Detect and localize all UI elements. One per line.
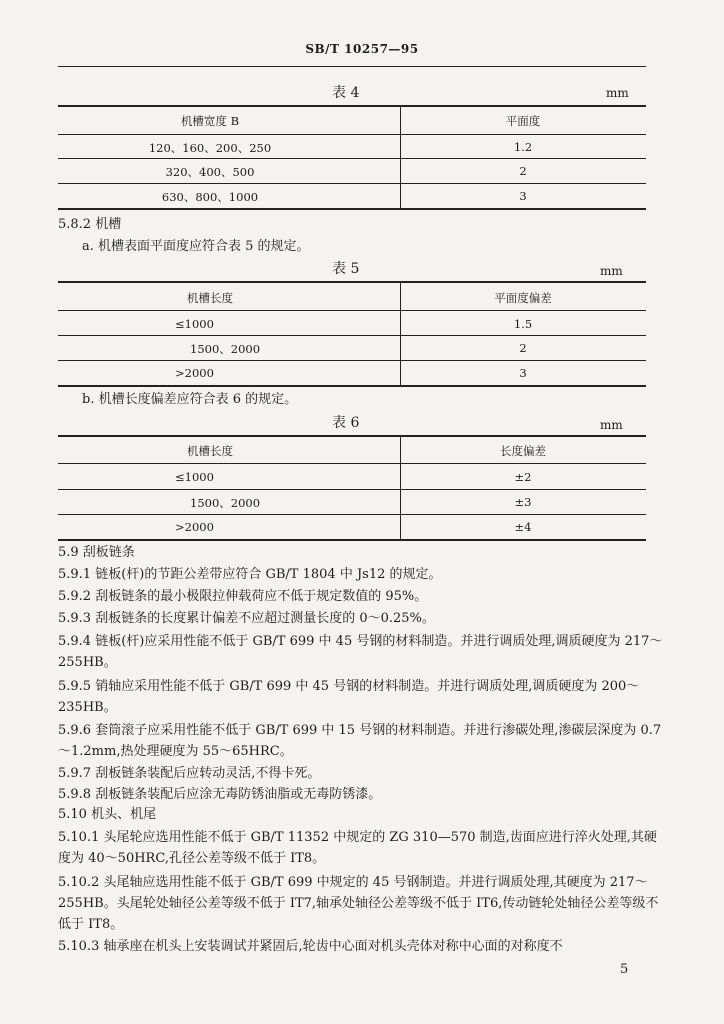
- table5-header-length: 机槽长度: [187, 291, 233, 305]
- table-cell: ≤1000: [175, 317, 214, 331]
- table-cell: >2000: [175, 520, 214, 534]
- table-row-rule: [58, 360, 646, 361]
- table5-bottom-rule: [58, 385, 646, 387]
- table-cell: ±2: [514, 470, 532, 484]
- table-cell: 1.5: [513, 317, 533, 331]
- para-5-10-2: 5.10.2 头尾轴应选用性能不低于 GB/T 699 中规定的 45 号钢制造。并进行调质处理,其硬度为 217～255HB。头尾轮处轴径公差等级不低于 IT7,轴承处轴径公差等级不低于 IT6,传动链轮处轴径公差等级不低于 IT8。: [58, 875, 659, 932]
- para-5-10-3: 5.10.3 轴承座在机头上安装调试并紧固后,轮齿中心面对机头壳体对称中心面的对称度不: [58, 939, 563, 954]
- para-5-9-1: 5.9.1 链板(杆)的节距公差带应符合 GB/T 1804 中 Js12 的规定。: [58, 567, 442, 582]
- para-5-9-4: 5.9.4 链板(杆)应采用性能不低于 GB/T 699 中 45 号钢的材料制造。并进行调质处理,调质硬度为 217～255HB。: [58, 634, 663, 670]
- table6-header-length: 机槽长度: [187, 444, 233, 458]
- para-5-10-1: 5.10.1 头尾轮应选用性能不低于 GB/T 11352 中规定的 ZG 310—570 制造,齿面应进行淬火处理,其硬度为 40～50HRC,孔径公差等级不低于 IT8。: [58, 830, 657, 866]
- page-number: 5: [620, 962, 629, 977]
- section-5-10-title: 5.10 机头、机尾: [58, 807, 157, 822]
- table-cell: 320、400、500: [165, 165, 255, 179]
- table-cell: 2: [519, 341, 527, 355]
- table-cell: >2000: [175, 366, 214, 380]
- table6-header-rule: [58, 463, 646, 464]
- table5-header-rule: [58, 310, 646, 311]
- header-rule: [58, 66, 646, 67]
- table4-top-rule: [58, 105, 646, 107]
- para-5-9-6: 5.9.6 套筒滚子应采用性能不低于 GB/T 699 中 15 号钢的材料制造。并进行渗碳处理,渗碳层深度为 0.7～1.2mm,热处理硬度为 55～65HRC。: [58, 723, 662, 759]
- table-cell: 3: [519, 366, 527, 380]
- table5-header-flatness-dev: 平面度偏差: [494, 291, 552, 305]
- para-5-9-5: 5.9.5 销轴应采用性能不低于 GB/T 699 中 45 号钢的材料制造。并进行调质处理,调质硬度为 200～235HB。: [58, 679, 640, 715]
- table4-header-flatness: 平面度: [505, 114, 541, 128]
- table-cell: 1500、2000: [190, 496, 261, 510]
- para-5-9-2: 5.9.2 刮板链条的最小极限拉伸载荷应不低于规定数值的 95%。: [58, 589, 428, 604]
- item-b-text: b. 机槽长度偏差应符合表 6 的规定。: [82, 392, 298, 407]
- table-cell: ±3: [514, 495, 532, 509]
- table6-unit: mm: [600, 418, 623, 432]
- table4-header-rule: [58, 134, 646, 135]
- table4-bottom-rule: [58, 208, 646, 210]
- para-5-9-7: 5.9.7 刮板链条装配后应转动灵活,不得卡死。: [58, 766, 321, 781]
- section-5-9-title: 5.9 刮板链条: [58, 545, 135, 560]
- table-cell: 1.2: [513, 140, 533, 154]
- table-cell: 120、160、200、250: [148, 141, 272, 155]
- table-row-rule: [58, 514, 646, 515]
- table-row-rule: [58, 335, 646, 336]
- table-cell: 1500、2000: [190, 342, 261, 356]
- table5-caption: 表 5: [332, 261, 360, 277]
- table-cell: 2: [519, 164, 527, 178]
- table6-header-length-dev: 长度偏差: [500, 444, 546, 458]
- table-cell: 630、800、1000: [161, 190, 259, 204]
- para-5-9-3: 5.9.3 刮板链条的长度累计偏差不应超过测量长度的 0～0.25%。: [58, 611, 435, 626]
- table4-caption: 表 4: [332, 85, 360, 101]
- table5-top-rule: [58, 281, 646, 283]
- table4-header-width: 机槽宽度 B: [180, 114, 240, 128]
- table-row-rule: [58, 183, 646, 184]
- para-5-9-8: 5.9.8 刮板链条装配后应涂无毒防锈油脂或无毒防锈漆。: [58, 787, 382, 802]
- table-row-rule: [58, 489, 646, 490]
- table-cell: ±4: [514, 520, 532, 534]
- item-a-text: a. 机槽表面平面度应符合表 5 的规定。: [82, 239, 310, 254]
- table6-top-rule: [58, 435, 646, 437]
- table5-unit: mm: [600, 264, 623, 278]
- table4-unit: mm: [606, 86, 629, 100]
- table6-bottom-rule: [58, 539, 646, 541]
- table-cell: 3: [519, 189, 527, 203]
- table6-caption: 表 6: [332, 415, 360, 431]
- standard-code-header: SB/T 10257—95: [305, 42, 419, 56]
- table-cell: ≤1000: [175, 470, 214, 484]
- table-row-rule: [58, 158, 646, 159]
- section-5-8-2-title: 5.8.2 机槽: [58, 217, 122, 232]
